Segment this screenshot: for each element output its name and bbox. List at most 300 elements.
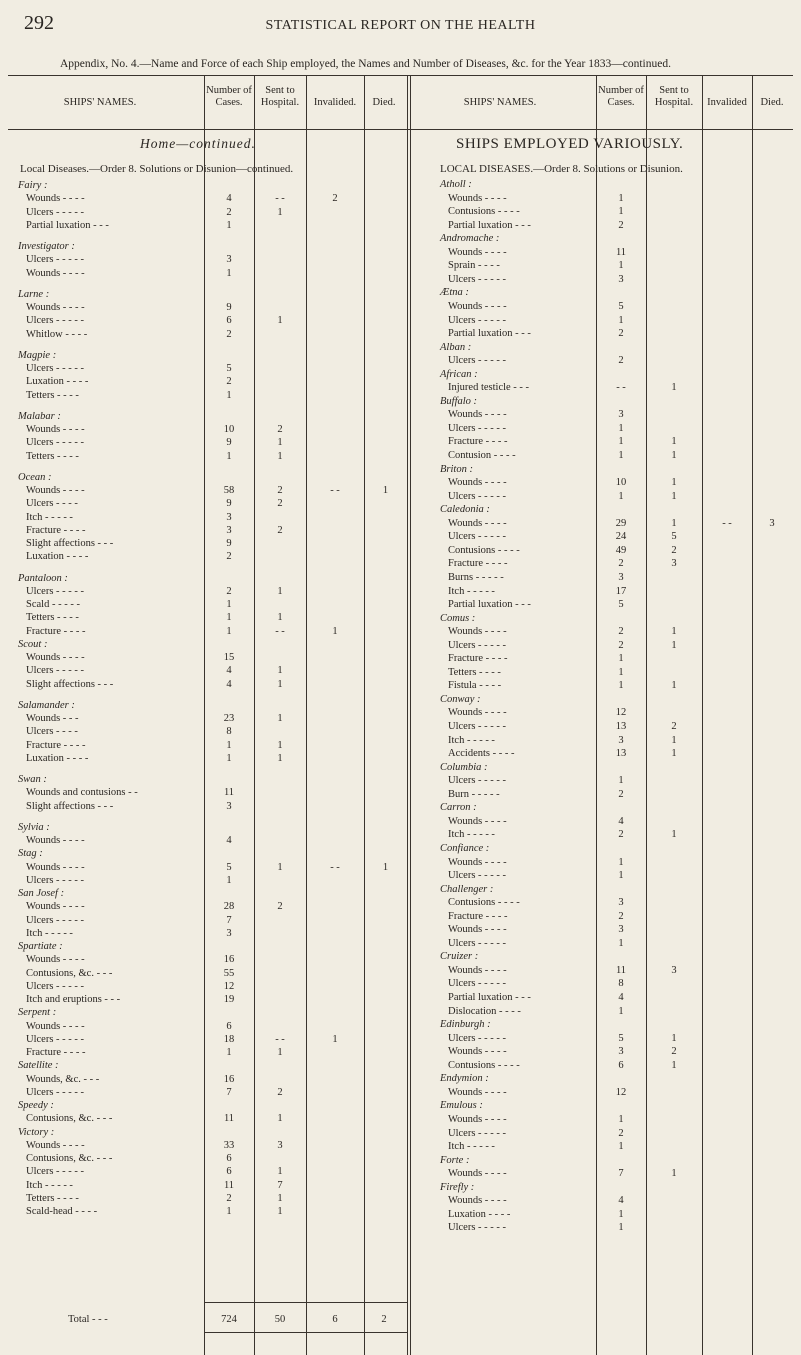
ship-name: Spartiate :	[18, 941, 63, 952]
ship-name: Emulous :	[440, 1100, 483, 1112]
disease-name: Itch and eruptions - - -	[26, 994, 121, 1005]
disease-name: Fracture - - - -	[448, 653, 508, 665]
disease-name: Tetters - - - -	[26, 1192, 79, 1204]
cell-number-of-cases: 1	[618, 192, 624, 204]
cell-number-of-cases: 1	[618, 1113, 624, 1125]
cell-sent-to-hospital: 1	[671, 436, 677, 448]
cell-invalided: 1	[332, 1033, 338, 1045]
ship-name: Cruizer :	[440, 951, 479, 963]
disease-name: Ulcers - - - - -	[26, 363, 85, 374]
cell-number-of-cases: 3	[226, 524, 232, 536]
cell-number-of-cases: 3	[618, 273, 624, 285]
cell-sent-to-hospital: 5	[671, 531, 677, 543]
disease-name: Ulcers - - - - -	[26, 914, 85, 926]
disease-name: Ulcers - - - - -	[448, 273, 507, 285]
ship-name: Firefly :	[440, 1181, 475, 1193]
cell-invalided: - -	[330, 485, 340, 496]
cell-number-of-cases: 3	[226, 927, 232, 939]
total-rule-top	[204, 1302, 407, 1303]
cell-number-of-cases: 9	[226, 498, 232, 510]
cell-number-of-cases: 3	[226, 800, 232, 812]
disease-name: Wounds - - - -	[26, 954, 85, 966]
disease-name: Wounds - - - -	[448, 1113, 507, 1125]
cell-sent-to-hospital: 2	[277, 1086, 283, 1098]
cell-number-of-cases: 2	[618, 910, 624, 922]
cell-number-of-cases: 2	[618, 219, 624, 231]
disease-name: Ulcers - - - - -	[448, 1032, 507, 1044]
disease-name: Wounds - - - -	[448, 856, 507, 868]
cell-number-of-cases: 15	[223, 652, 235, 663]
cell-number-of-cases: 7	[618, 1168, 624, 1180]
ship-name: Salamander :	[18, 699, 75, 711]
cell-sent-to-hospital: 1	[277, 752, 283, 764]
cell-number-of-cases: 4	[618, 1195, 624, 1207]
disease-name: Tetters - - - -	[26, 389, 79, 401]
cell-number-of-cases: 6	[226, 315, 232, 327]
disease-name: Fracture - - - -	[26, 524, 86, 536]
cell-number-of-cases: 3	[226, 511, 232, 523]
cell-sent-to-hospital: 2	[277, 424, 283, 435]
disease-name: Contusions - - - -	[448, 897, 520, 909]
cell-number-of-cases: 11	[615, 964, 627, 976]
ship-name: Alban :	[440, 341, 472, 353]
cell-sent-to-hospital: 1	[277, 678, 283, 690]
disease-name: Itch - - - - -	[26, 1179, 73, 1191]
disease-name: Scald-head - - - -	[26, 1206, 98, 1217]
cell-number-of-cases: 11	[223, 787, 235, 799]
ship-name: Investigator :	[18, 241, 75, 252]
cell-number-of-cases: 16	[223, 954, 235, 966]
ship-name: Ocean :	[18, 471, 52, 483]
cell-sent-to-hospital: 1	[277, 206, 283, 218]
ship-name: Victory :	[18, 1126, 55, 1138]
cell-number-of-cases: 1	[618, 937, 624, 949]
page-number: 292	[24, 12, 54, 34]
disease-name: Sprain - - - -	[448, 260, 500, 272]
disease-name: Ulcers - - - - -	[26, 585, 85, 597]
ship-name: Andromache :	[440, 233, 500, 245]
cell-number-of-cases: 4	[226, 665, 232, 677]
cell-sent-to-hospital: 1	[277, 585, 283, 597]
cell-number-of-cases: 58	[223, 485, 235, 496]
cell-sent-to-hospital: 3	[277, 1139, 283, 1151]
disease-name: Fracture - - - -	[26, 1047, 86, 1058]
ship-name: African :	[440, 368, 478, 380]
disease-name: Wounds - - - -	[448, 1046, 507, 1058]
cell-number-of-cases: 2	[226, 206, 232, 218]
disease-name: Ulcers - - - - -	[26, 874, 85, 886]
cell-number-of-cases: 55	[223, 967, 235, 979]
ship-name: Buffalo :	[440, 395, 478, 407]
right-invalided-rule	[702, 75, 703, 1355]
ship-name: Magpie :	[18, 349, 57, 361]
cell-number-of-cases: 1	[618, 1141, 624, 1153]
ship-name: San Josef :	[18, 888, 65, 899]
cell-number-of-cases: 7	[226, 1086, 232, 1098]
cell-invalided: - -	[722, 517, 732, 529]
disease-name: Ulcers - - - -	[26, 498, 78, 510]
disease-name: Ulcers - - - - -	[26, 437, 85, 449]
ship-name: Fairy :	[18, 180, 48, 191]
disease-name: Wounds - - - -	[26, 193, 85, 205]
disease-name: Injured testicle - - -	[448, 382, 530, 394]
header-ships-names-left: SHIPS' NAMES.	[63, 97, 137, 108]
disease-name: Ulcers - - - - -	[26, 1033, 85, 1045]
total-died: 2	[381, 1314, 387, 1325]
left-died-rule	[364, 75, 365, 1355]
disease-name: Ulcers - - - - -	[448, 422, 507, 434]
cell-died: 1	[382, 861, 389, 873]
disease-name: Ulcers - - - - -	[448, 937, 507, 949]
disease-name: Wounds, &c. - - -	[26, 1073, 100, 1085]
cell-number-of-cases: 1	[618, 870, 624, 882]
cell-number-of-cases: 1	[226, 450, 232, 462]
disease-name: Ulcers - - - - -	[448, 639, 507, 651]
cell-sent-to-hospital: 1	[277, 1206, 283, 1217]
disease-name: Ulcers - - - - -	[448, 978, 507, 990]
cell-sent-to-hospital: 2	[671, 721, 677, 732]
disease-name: Wounds - - - -	[448, 192, 507, 204]
disease-name: Itch - - - - -	[26, 511, 73, 523]
cell-number-of-cases: 11	[615, 246, 627, 258]
total-label: Total - - -	[68, 1314, 108, 1325]
disease-name: Itch - - - - -	[448, 829, 495, 841]
variously-subtitle: LOCAL DISEASES.—Order 8. Solutions or Disunion.	[440, 163, 683, 175]
disease-name: Wounds - - - -	[448, 477, 507, 489]
header-sent-to-hospital-right: Sent to Hospital.	[654, 85, 694, 108]
cell-number-of-cases: 4	[226, 835, 232, 846]
cell-sent-to-hospital: - -	[275, 1033, 285, 1045]
cell-number-of-cases: 2	[618, 639, 624, 651]
disease-name: Partial luxation - - -	[448, 328, 531, 340]
cell-number-of-cases: 2	[618, 1127, 624, 1139]
cell-number-of-cases: 16	[223, 1073, 235, 1085]
disease-name: Wounds - - - -	[26, 267, 85, 279]
cell-number-of-cases: 3	[618, 897, 624, 909]
disease-name: Wounds - - - -	[448, 300, 507, 312]
cell-number-of-cases: 1	[618, 1222, 624, 1234]
disease-name: Fracture - - - -	[448, 558, 508, 570]
disease-name: Ulcers - - - - -	[26, 1086, 85, 1098]
disease-name: Partial luxation - - -	[26, 219, 109, 231]
cell-sent-to-hospital: 1	[671, 1032, 677, 1044]
cell-number-of-cases: 7	[226, 914, 232, 926]
cell-number-of-cases: 2	[618, 558, 624, 570]
home-section-title: Home—continued.	[140, 136, 256, 151]
disease-name: Ulcers - - - - -	[448, 490, 507, 502]
disease-name: Ulcers - - - - -	[26, 315, 85, 327]
cell-number-of-cases: 4	[618, 992, 624, 1003]
cell-number-of-cases: 9	[226, 437, 232, 449]
disease-name: Contusions, &c. - - -	[26, 967, 113, 979]
disease-name: Wounds - - - -	[448, 246, 507, 258]
cell-number-of-cases: 1	[226, 739, 232, 751]
disease-name: Luxation - - - -	[26, 376, 89, 388]
disease-name: Wounds - - - -	[448, 964, 507, 976]
disease-name: Contusions - - - -	[448, 206, 520, 218]
cell-number-of-cases: 2	[618, 355, 624, 367]
disease-name: Tetters - - - -	[448, 666, 501, 678]
cell-number-of-cases: 12	[223, 980, 235, 992]
disease-name: Slight affections - - -	[26, 800, 114, 812]
cell-sent-to-hospital: 2	[277, 901, 283, 913]
header-number-of-cases-left: Number of Cases.	[206, 85, 252, 108]
cell-sent-to-hospital: 1	[277, 612, 283, 624]
cell-sent-to-hospital: 1	[277, 437, 283, 449]
cell-number-of-cases: 1	[618, 680, 624, 692]
cell-number-of-cases: 1	[226, 874, 232, 886]
disease-name: Ulcers - - - - -	[448, 355, 507, 367]
cell-number-of-cases: 4	[226, 678, 232, 690]
disease-name: Wounds - - - -	[26, 652, 85, 663]
cell-sent-to-hospital: 1	[671, 1059, 677, 1071]
cell-number-of-cases: 3	[618, 571, 624, 583]
cell-sent-to-hospital: 1	[671, 680, 677, 692]
cell-number-of-cases: 4	[226, 193, 232, 205]
cell-number-of-cases: 1	[618, 422, 624, 434]
disease-name: Wounds - - - -	[448, 707, 507, 719]
disease-name: Wounds - - - -	[26, 424, 85, 435]
cell-number-of-cases: 1	[618, 666, 624, 678]
cell-sent-to-hospital: 2	[277, 524, 283, 536]
total-rule-bottom	[204, 1332, 407, 1333]
home-subtitle: Local Diseases.—Order 8. Solutions or Disunion—continued.	[20, 163, 294, 175]
disease-name: Whitlow - - - -	[26, 328, 88, 340]
ship-name: Briton :	[440, 463, 473, 475]
cell-number-of-cases: 1	[226, 599, 232, 610]
cell-invalided: - -	[330, 861, 340, 873]
disease-name: Scald - - - - -	[26, 599, 80, 610]
disease-name: Burn - - - - -	[448, 788, 500, 800]
cell-number-of-cases: 2	[226, 328, 232, 340]
disease-name: Contusions - - - -	[448, 1059, 520, 1071]
cell-number-of-cases: 3	[618, 1046, 624, 1058]
header-invalided-left: Invalided.	[313, 97, 357, 108]
disease-name: Wounds - - - -	[448, 409, 507, 421]
disease-name: Wounds - - - -	[448, 1195, 507, 1207]
cell-number-of-cases: 1	[618, 1208, 624, 1220]
cell-number-of-cases: 2	[618, 829, 624, 841]
ship-name: Scout :	[18, 638, 48, 650]
cell-number-of-cases: 9	[226, 302, 232, 313]
disease-name: Ulcers - - - - -	[448, 314, 507, 326]
ship-name: Forte :	[440, 1154, 470, 1166]
cell-number-of-cases: 2	[618, 626, 624, 638]
cell-number-of-cases: 12	[615, 1086, 627, 1098]
cell-number-of-cases: 1	[226, 219, 232, 231]
cell-sent-to-hospital: 1	[277, 713, 283, 724]
cell-number-of-cases: 6	[226, 1166, 232, 1178]
disease-name: Partial luxation - - -	[448, 219, 531, 231]
cell-number-of-cases: 1	[226, 1206, 232, 1217]
cell-number-of-cases: 1	[226, 267, 232, 279]
variously-section-title: SHIPS EMPLOYED VARIOUSLY.	[456, 136, 684, 152]
cell-sent-to-hospital: 1	[671, 382, 677, 394]
ship-name: Pantaloon :	[18, 572, 68, 584]
disease-name: Slight affections - - -	[26, 678, 114, 690]
cell-sent-to-hospital: 1	[277, 1113, 283, 1125]
ship-name: Larne :	[18, 288, 50, 300]
disease-name: Ulcers - - - - -	[448, 870, 507, 882]
cell-number-of-cases: 11	[223, 1113, 235, 1125]
disease-name: Wounds - - - -	[26, 1020, 85, 1032]
cell-died: 1	[382, 485, 389, 496]
cell-number-of-cases: 2	[618, 328, 624, 340]
cell-number-of-cases: 3	[618, 409, 624, 421]
cell-sent-to-hospital: 1	[671, 517, 677, 529]
disease-name: Itch - - - - -	[448, 1141, 495, 1153]
header-died-left: Died.	[372, 97, 396, 108]
header-top-rule	[8, 75, 793, 76]
table-caption: Appendix, No. 4.—Name and Force of each Ship employed, the Names and Number of Diseases, &c. for the Year 1833—continued.	[60, 58, 671, 70]
cell-number-of-cases: 1	[226, 612, 232, 624]
right-hospital-rule	[646, 75, 647, 1355]
ship-name: Comus :	[440, 612, 476, 624]
cell-number-of-cases: 1	[618, 314, 624, 326]
disease-name: Slight affections - - -	[26, 538, 114, 549]
disease-name: Wounds - - -	[26, 713, 79, 724]
cell-sent-to-hospital: 2	[277, 498, 283, 510]
cell-number-of-cases: 10	[615, 477, 627, 489]
cell-number-of-cases: 8	[618, 978, 624, 990]
header-number-of-cases-right: Number of Cases.	[598, 85, 644, 108]
disease-name: Ulcers - - - -	[26, 726, 78, 738]
cell-sent-to-hospital: 1	[671, 626, 677, 638]
disease-name: Itch - - - - -	[26, 927, 73, 939]
cell-sent-to-hospital: 1	[671, 450, 677, 461]
cell-invalided: 2	[332, 193, 338, 205]
disease-name: Wounds and contusions - -	[26, 787, 138, 799]
disease-name: Wounds - - - -	[26, 901, 85, 913]
disease-name: Contusions, &c. - - -	[26, 1113, 113, 1125]
running-head: STATISTICAL REPORT ON THE HEALTH	[265, 18, 536, 33]
cell-number-of-cases: 1	[618, 436, 624, 448]
disease-name: Contusion - - - -	[448, 450, 516, 461]
header-invalided-right: Invalided	[707, 97, 747, 108]
cell-sent-to-hospital: 7	[277, 1179, 283, 1191]
ship-name: Edinburgh :	[440, 1019, 491, 1031]
cell-number-of-cases: 28	[223, 901, 235, 913]
cell-number-of-cases: 1	[618, 206, 624, 218]
cell-number-of-cases: 5	[618, 599, 624, 611]
disease-name: Wounds - - - -	[448, 626, 507, 638]
cell-sent-to-hospital: 1	[277, 1166, 283, 1178]
ship-name: Ætna :	[440, 287, 469, 299]
cell-sent-to-hospital: 1	[277, 665, 283, 677]
cell-number-of-cases: 13	[615, 721, 627, 732]
cell-sent-to-hospital: 1	[671, 734, 677, 746]
disease-name: Ulcers - - - - -	[26, 206, 85, 218]
cell-number-of-cases: 5	[226, 363, 232, 374]
cell-number-of-cases: 1	[618, 653, 624, 665]
cell-number-of-cases: 5	[618, 300, 624, 312]
cell-sent-to-hospital: 1	[277, 861, 283, 873]
cell-number-of-cases: 29	[615, 517, 627, 529]
header-sent-to-hospital-left: Sent to Hospital.	[260, 85, 300, 108]
cell-number-of-cases: 23	[223, 713, 235, 724]
cell-number-of-cases: 1	[618, 856, 624, 868]
cell-number-of-cases: 8	[226, 726, 232, 738]
cell-died: 3	[769, 517, 775, 529]
disease-name: Partial luxation - - -	[448, 599, 531, 611]
cell-number-of-cases: - -	[616, 382, 626, 394]
disease-name: Wounds - - - -	[26, 485, 85, 496]
disease-name: Burns - - - - -	[448, 571, 504, 583]
cell-sent-to-hospital: 1	[671, 829, 677, 841]
ship-name: Columbia :	[440, 761, 488, 773]
cell-number-of-cases: 12	[615, 707, 627, 719]
disease-name: Wounds - - - -	[448, 924, 507, 936]
cell-number-of-cases: 33	[223, 1139, 235, 1151]
disease-name: Partial luxation - - -	[448, 992, 531, 1003]
disease-name: Ulcers - - - - -	[26, 1166, 85, 1178]
disease-name: Ulcers - - - - -	[448, 1127, 507, 1139]
cell-number-of-cases: 13	[615, 748, 627, 760]
disease-name: Itch - - - - -	[448, 585, 495, 597]
disease-name: Tetters - - - -	[26, 612, 79, 624]
ship-name: Stag :	[18, 848, 43, 860]
disease-name: Ulcers - - - - -	[26, 665, 85, 677]
disease-name: Luxation - - - -	[448, 1208, 511, 1220]
disease-name: Wounds - - - -	[448, 1086, 507, 1098]
cell-sent-to-hospital: 1	[277, 315, 283, 327]
ship-name: Swan :	[18, 774, 47, 785]
cell-number-of-cases: 1	[226, 389, 232, 401]
cell-sent-to-hospital: 3	[671, 558, 677, 570]
cell-number-of-cases: 10	[223, 424, 235, 435]
disease-name: Ulcers - - - - -	[26, 254, 85, 266]
cell-number-of-cases: 6	[226, 1020, 232, 1032]
cell-number-of-cases: 1	[618, 775, 624, 787]
disease-name: Fracture - - - -	[448, 436, 508, 448]
disease-name: Wounds - - - -	[26, 861, 85, 873]
disease-name: Tetters - - - -	[26, 450, 79, 462]
disease-name: Ulcers - - - - -	[448, 775, 507, 787]
cell-sent-to-hospital: 1	[671, 639, 677, 651]
center-rule-a	[407, 75, 408, 1355]
ship-name: Satellite :	[18, 1060, 59, 1072]
cell-sent-to-hospital: - -	[275, 625, 285, 637]
ship-name: Malabar :	[18, 410, 61, 422]
disease-name: Contusions - - - -	[448, 544, 520, 556]
cell-number-of-cases: 3	[618, 924, 624, 936]
ship-name: Sylvia :	[18, 821, 50, 833]
cell-sent-to-hospital: 2	[671, 544, 677, 556]
ship-name: Confiance :	[440, 842, 490, 854]
disease-name: Contusions, &c. - - -	[26, 1153, 113, 1164]
ship-name: Conway :	[440, 693, 481, 705]
ship-name: Atholl :	[440, 179, 472, 190]
cell-number-of-cases: 4	[618, 815, 624, 827]
left-invalided-rule	[306, 75, 307, 1355]
cell-number-of-cases: 1	[226, 625, 232, 637]
disease-name: Wounds - - - -	[26, 835, 85, 846]
ship-name: Speedy :	[18, 1100, 54, 1111]
header-died-right: Died.	[760, 97, 784, 108]
cell-sent-to-hospital: 1	[277, 450, 283, 462]
cell-sent-to-hospital: 1	[671, 1168, 677, 1180]
cell-number-of-cases: 2	[226, 585, 232, 597]
cell-number-of-cases: 2	[618, 788, 624, 800]
total-cases: 724	[221, 1314, 237, 1325]
cell-number-of-cases: 2	[226, 376, 232, 388]
disease-name: Fracture - - - -	[26, 625, 86, 637]
cell-sent-to-hospital: 2	[671, 1046, 677, 1058]
cell-sent-to-hospital: 1	[671, 748, 677, 760]
cell-sent-to-hospital: 3	[671, 964, 677, 976]
ship-name: Endymion :	[440, 1073, 489, 1085]
cell-number-of-cases: 17	[615, 585, 627, 597]
